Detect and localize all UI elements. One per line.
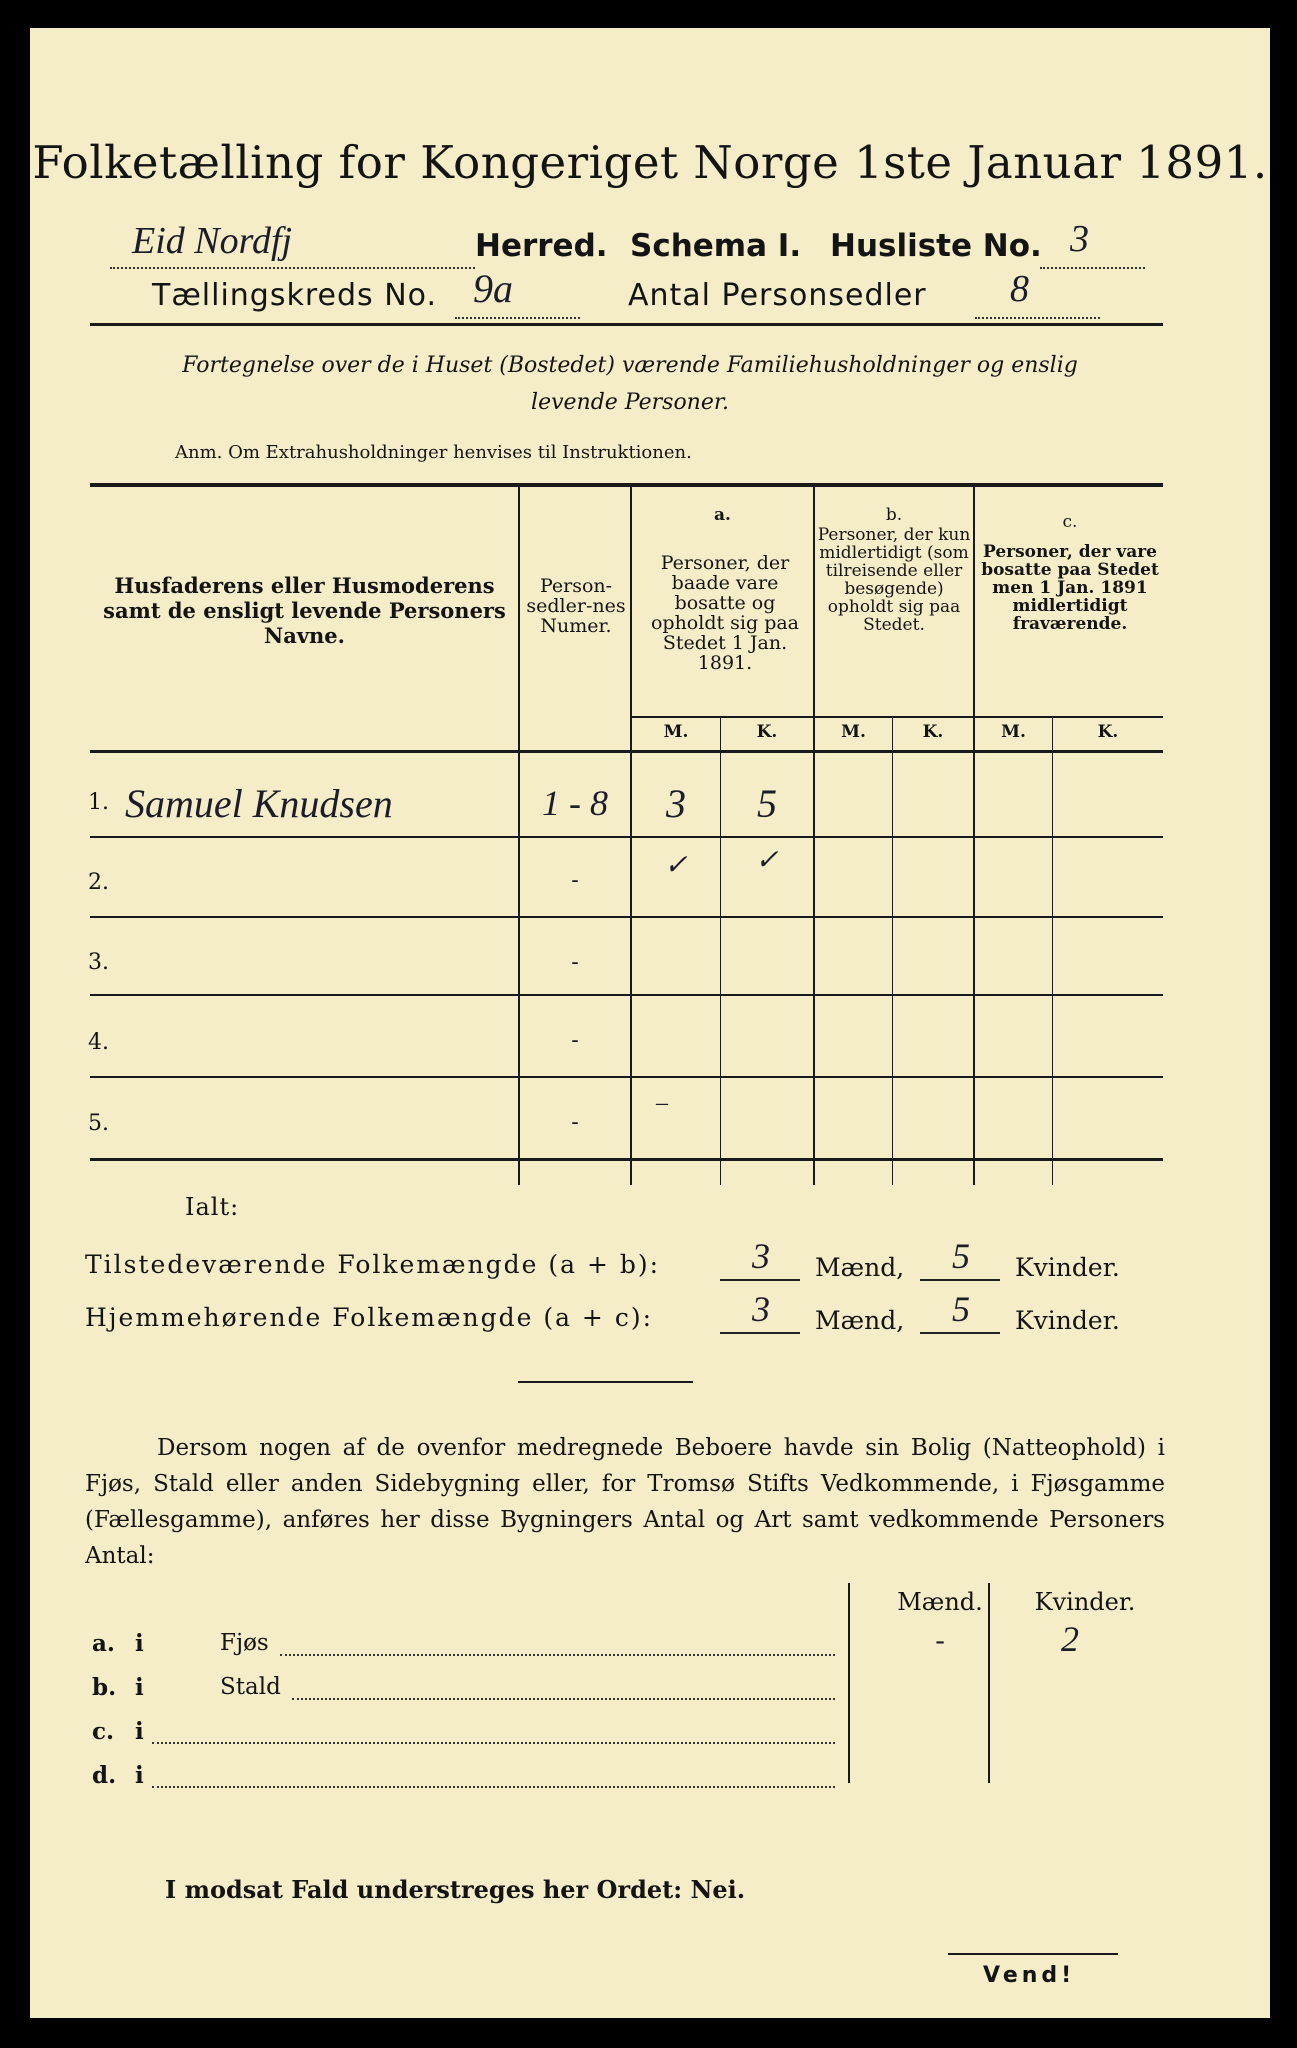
row-number: 2. [88,870,109,895]
maend-label-2: Mænd, [815,1306,905,1335]
row-numer: - [571,1110,579,1135]
hjemme-k-field [920,1289,1000,1334]
intro-line-1: Fortegnelse over de i Huset (Bostedet) værende Familiehusholdninger og enslig [182,353,1078,378]
col-header-b: Personer, der kun midlertidigt (som tilreisende eller besøgende) opholdt sig paa Stedet. [817,525,971,635]
col-header-a-letter: a. [714,505,731,525]
hjemme-m-value: 3 [752,1289,770,1329]
husliste-label: Husliste No. [830,228,1042,264]
row-number: 1. [88,790,109,815]
item-i: i [135,1718,144,1745]
item-letter: a. [92,1630,115,1657]
vend-label: Vend! [983,1963,1076,1988]
row-numer: - [571,868,579,893]
row-a-m: ✓ [664,850,688,881]
tilstede-k-value: 5 [952,1236,970,1276]
schema-label: Schema I. [630,228,802,264]
hjemme-label: Hjemmehørende Folkemængde (a + c): [85,1303,653,1332]
section-divider [518,1381,693,1383]
header-rule [90,323,1163,326]
row-number: 4. [88,1030,109,1055]
row-numer: - [571,1028,579,1053]
table-bottom-rule [90,1158,1163,1161]
tilstede-k-field [920,1236,1000,1281]
row-name: Samuel Knudsen [125,781,393,826]
b-k-label: K. [922,722,944,742]
ialt-label: Ialt: [185,1193,240,1221]
a-k-label: K. [756,722,778,742]
item-label: Stald [220,1674,281,1700]
husliste-field [1040,218,1145,269]
maend-label-1: Mænd, [815,1253,905,1282]
row-numer: - [571,950,579,975]
table-top-rule [90,483,1163,487]
b-m-label: M. [841,722,866,742]
c-m-label: M. [1001,722,1026,742]
herred-field [110,220,475,269]
row-a-k: ✓ [755,845,779,876]
tilstede-m-value: 3 [752,1236,770,1276]
item-letter: b. [92,1674,117,1701]
hjemme-m-field [720,1289,800,1334]
hjemme-k-value: 5 [952,1289,970,1329]
husliste-value: 3 [1070,218,1089,260]
buildings-maend-header: Mænd. [897,1588,983,1616]
item-i: i [135,1674,144,1701]
item-i: i [135,1630,144,1657]
item-maend: - [935,1625,945,1656]
row-a-m: – [656,1090,668,1116]
kreds-label: Tællingskreds No. [152,278,437,313]
item-label: Fjøs [220,1630,269,1656]
col-header-names: Husfaderens eller Husmoderens samt de ensligt levende Personers Navne. [103,573,506,648]
item-kvinder: 2 [1061,1619,1079,1659]
intro-line-2: levende Personer. [531,390,729,415]
anm-note: Anm. Om Extrahusholdninger henvises til Instruktionen. [175,442,692,463]
row-a-m: 3 [666,781,686,826]
item-letter: d. [92,1762,117,1789]
kvinder-label-2: Kvinder. [1015,1306,1120,1335]
kreds-value: 9a [473,266,513,311]
antal-value: 8 [1010,268,1029,310]
buildings-kvinder-header: Kvinder. [1034,1588,1136,1616]
buildings-text: Dersom nogen af de ovenfor medregnede Beboere havde sin Bolig (Natteophold) i Fjøs, Stald eller anden Sidebygning eller, for Tromsø Stifts Vedkommende, i Fjøsgamme (Fællesgamme), anføres her disse Bygningers Antal og Art samt vedkommende Personers Antal: [85,1435,1165,1569]
herred-label: Herred. [475,228,608,264]
kreds-field [455,266,580,319]
herred-value: Eid Nordfj [132,220,293,262]
row-numer: 1 - 8 [542,783,608,823]
kvinder-label-1: Kvinder. [1015,1253,1120,1282]
col-header-c: Personer, der vare bosatte paa Stedet men 1 Jan. 1891 midlertidigt fraværende. [981,542,1159,634]
census-form [30,28,1270,2018]
row-a-k: 5 [757,781,777,826]
item-i: i [135,1762,144,1789]
col-header-b-letter: b. [885,505,903,525]
table-header-rule [90,750,1163,753]
nei-note: I modsat Fald understreges her Ordet: Nei. [165,1875,746,1904]
c-k-label: K. [1097,722,1119,742]
tilstede-m-field [720,1236,800,1281]
form-title: Folketælling for Kongeriget Norge 1ste Januar 1891. [32,136,1268,189]
col-header-c-letter: c. [1062,512,1078,532]
col-header-numer: Person-sedler-nes Numer. [526,575,626,637]
antal-label: Antal Personsedler [628,278,927,313]
row-number: 5. [88,1111,109,1136]
col-header-a: Personer, der baade vare bosatte og opholdt sig paa Stedet 1 Jan. 1891. [650,552,800,674]
item-letter: c. [92,1718,115,1745]
a-m-label: M. [663,722,689,742]
row-number: 3. [88,950,109,975]
tilstede-label: Tilstedeværende Folkemængde (a + b): [85,1250,661,1279]
antal-field [975,268,1100,319]
